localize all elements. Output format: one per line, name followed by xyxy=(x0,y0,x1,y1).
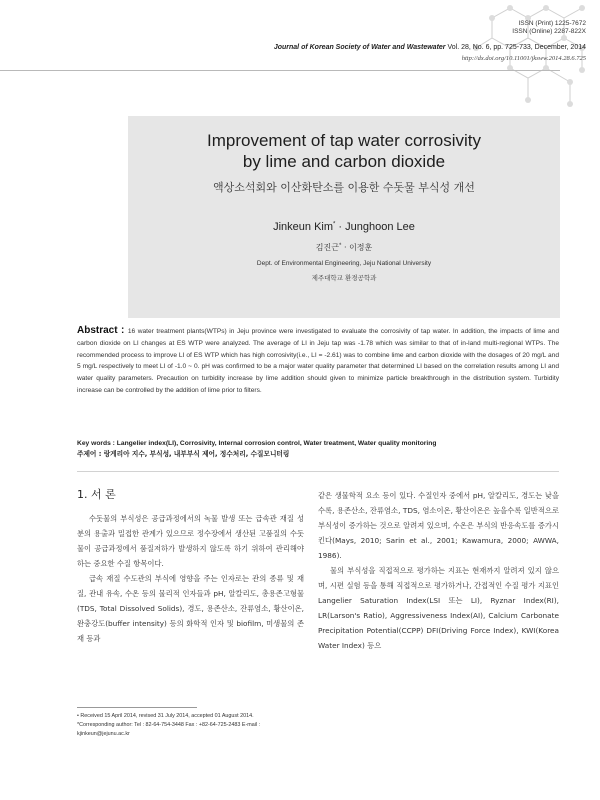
corresponding-mark-ko: * xyxy=(338,242,342,249)
issn-print: ISSN (Print) 1225-7672 xyxy=(518,20,586,27)
abstract-text: 16 water treatment plants(WTPs) in Jeju province were investigated to evaluate the corrosivity of tap water. In addition, the impacts of lime and carbon dioxide on LI changes at ES WTP were analyzed. The average of LI in Jeju tap was -1.78 which was similar to that of in-land multi-regional WTPs. The recommended process to improve LI of ES WTP which has high corrosivity(i.e., LI = -2.61) was to combine lime and carbon dioxide with the dosages of 20 mg/L and 5 mg/L respectively to meet LI of -1.0 ~ 0. pH was confirmed to be a major water quality parameter that determined LI based on the correlation results among LI and water quality parameters. Precaution on turbidity increase by lime addition should given to minimize particle breakthrough in the distribution system. Turbidity increase can be controlled by the addition of lime prior to filters. xyxy=(77,328,560,394)
keywords-block xyxy=(77,438,559,460)
section-heading-introduction: 1. 서 론 xyxy=(77,488,116,501)
doi-link[interactable]: http://dx.doi.org/10.11001/jksww.2014.28.6.725 xyxy=(461,55,586,62)
section-divider xyxy=(77,471,559,472)
body-column-left xyxy=(77,488,304,646)
journal-name: Journal of Korean Society of Water and Wastewater xyxy=(273,44,446,51)
author-2-name-ko: 이정훈 xyxy=(349,243,373,252)
title-line-1: Improvement of tap water corrosivity xyxy=(207,131,481,150)
journal-citation xyxy=(274,44,586,51)
author-1-name-ko: 김진근 xyxy=(315,243,339,252)
body-paragraph: 물의 부식성을 직접적으로 평가하는 지표는 현재까지 알려져 있지 않으며, 시편 실험 등을 통해 직접적으로 평가하거나, 간접적인 수질 평가 지표인 Langelier Saturation Index(LSI 또는 LI), Ryznar Index(RI), LR(Larson's Ratio), Aggressiveness Index(AI), Calcium Carbonate Precipitation Potential(CCPP) DFI(Driving Force Index), KWI(Korea Water Index) 등으 xyxy=(318,566,559,650)
body-column-right xyxy=(318,488,559,653)
footnotes xyxy=(77,712,304,739)
affiliation-en: Dept. of Environmental Engineering, Jeju National University xyxy=(256,260,432,267)
paper-title-ko: 액상소석회와 이산화탄소를 이용한 수돗물 부식성 개선 xyxy=(213,181,475,194)
issn-block xyxy=(512,20,586,36)
affiliation-ko: 제주대학교 환경공학과 xyxy=(311,274,377,282)
abstract-label: Abstract : xyxy=(77,325,128,336)
footnote-received: • Received 15 April 2014, revised 31 July 2014, accepted 01 August 2014. xyxy=(77,713,254,719)
header-divider xyxy=(0,70,560,71)
title-line-2: by lime and carbon dioxide xyxy=(242,152,446,171)
corresponding-mark: * xyxy=(333,221,336,228)
keywords-en: Key words : Langelier index(LI), Corrosivity, Internal corrosion control, Water treatment, Water quality monitoring xyxy=(77,440,437,447)
author-2-name: Junghoon Lee xyxy=(345,221,415,233)
authors-en xyxy=(128,221,560,233)
title-box xyxy=(128,116,560,318)
footnote-divider xyxy=(77,707,197,708)
author-separator: · xyxy=(335,221,346,233)
authors-ko xyxy=(128,242,560,253)
footnote-corresponding: *Corresponding author: Tel : 82-64-754-3448 Fax : +82-64-725-2483 E-mail : kjinkeun@jejunu.ac.kr xyxy=(77,722,261,737)
keywords-ko: 주제어 : 랑게리아 지수, 부식성, 내부부식 제어, 정수처리, 수질모니터링 xyxy=(77,450,290,458)
author-separator-ko: · xyxy=(341,243,350,252)
paper-title-en xyxy=(128,130,560,172)
volume-info: Vol. 28, No. 6, pp. 725-733, December, 2014 xyxy=(445,44,586,51)
body-paragraph: 급속 재질 수도관의 부식에 영향을 주는 인자로는 관의 종류 및 재질, 관내 유속, 수온 등의 물리적 인자들과 pH, 알칼리도, 총용존고형물(TDS, Total Dissolved Solids), 경도, 용존산소, 잔류염소, 황산이온, 완충강도(buffer intensity) 등의 화학적 인자 및 biofilm, 미생물의 존재 등과 xyxy=(77,574,304,643)
body-paragraph: 같은 생물학적 요소 등이 있다. 수질인자 중에서 pH, 알칼리도, 경도는 낮을수록, 용존산소, 잔류염소, TDS, 염소이온, 황산이온은 높을수록 일반적으로 부식성이 증가하는 것으로 알려져 있으며, 수온은 부식의 반응속도를 증가시킨다(Mays, 2010; Sarin et al., 2001; Kawamura, 2000; AWWA, 1986). xyxy=(318,491,559,560)
issn-online: ISSN (Online) 2287-822X xyxy=(512,28,586,35)
author-1-name: Jinkeun Kim xyxy=(273,221,334,233)
abstract xyxy=(77,325,559,397)
body-paragraph: 수돗물의 부식성은 공급과정에서의 녹물 발생 또는 급속관 재질 성분의 용출과 밀접한 관계가 있으므로 정수장에서 생산된 고품질의 수돗물이 공급과정에서 품질저하가 발생하지 않도록 하기 위하여 관리해야 하는 중요한 수질 항목이다. xyxy=(77,514,304,568)
